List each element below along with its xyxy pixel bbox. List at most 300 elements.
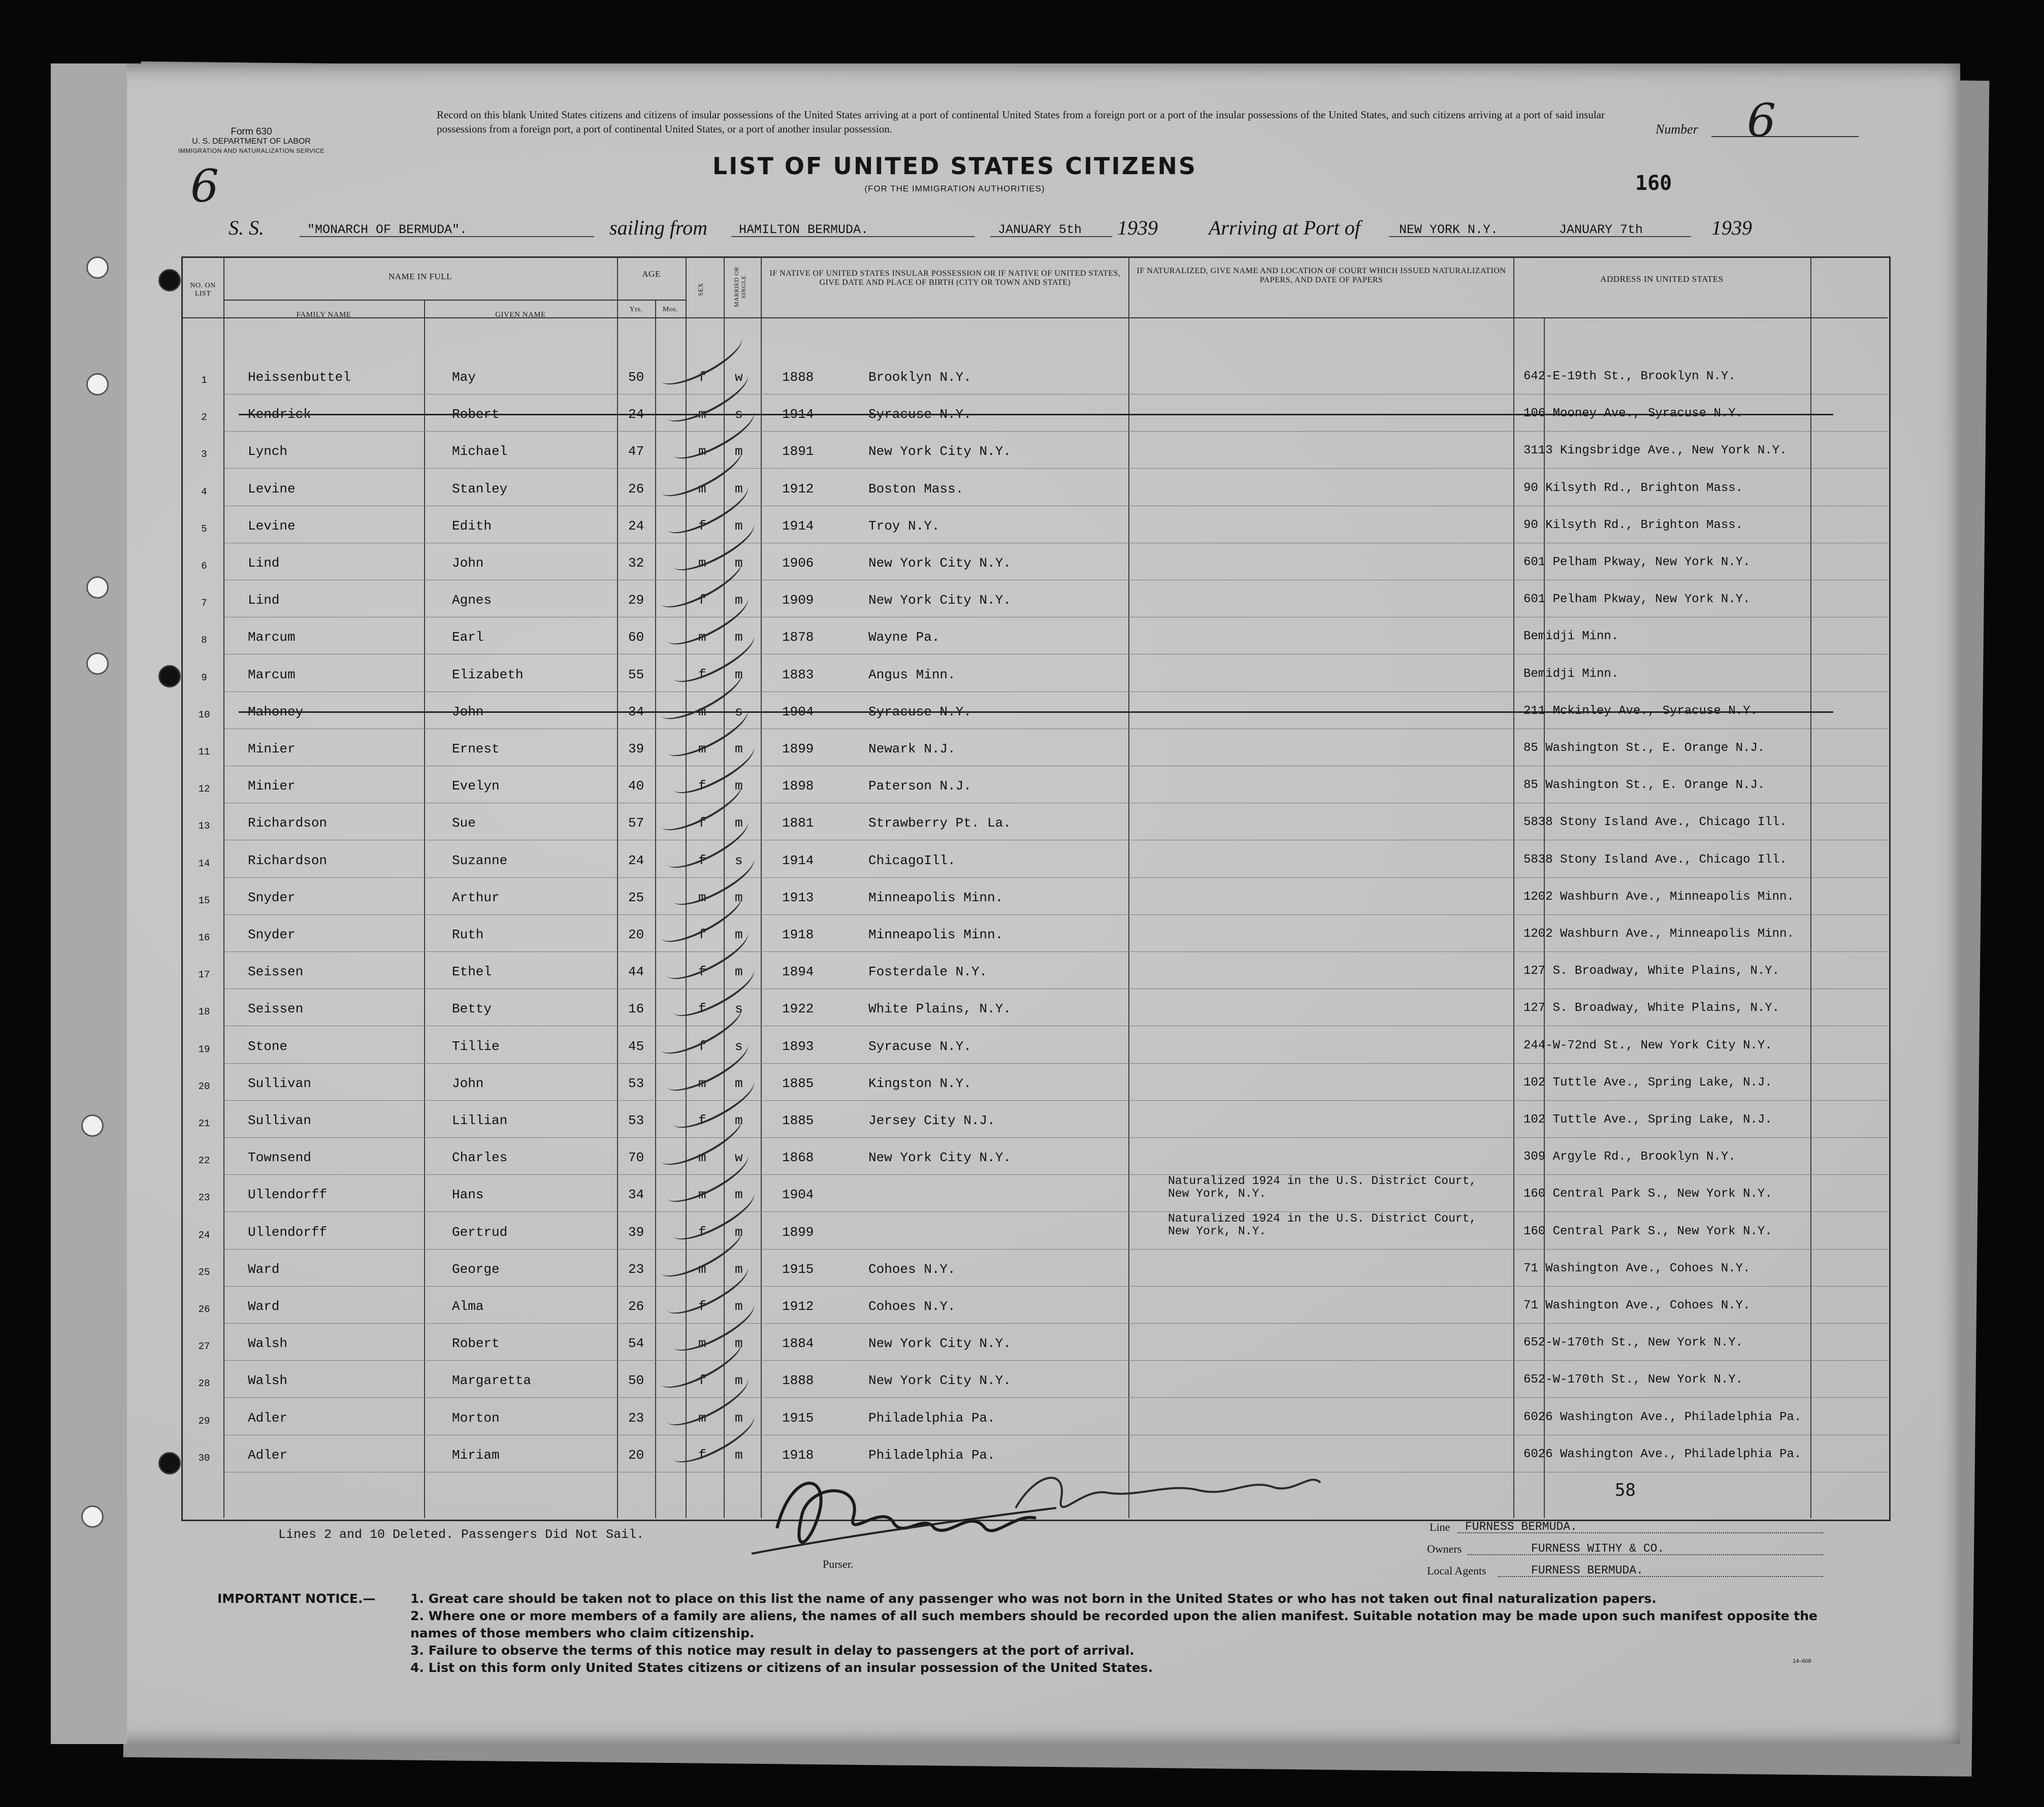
cell-place: Fosterdale N.Y. (868, 964, 988, 980)
cell-place: New York City N.Y. (868, 1336, 1011, 1352)
cell-ms: m (735, 1373, 743, 1389)
cell-place: Cohoes N.Y. (868, 1261, 956, 1277)
header-birth: IF NATIVE OF UNITED STATES INSULAR POSSESSION OR IF NATIVE OF UNITED STATES, GIVE DATE AND PLACE OF BIRTH (CITY OR TOWN AND STATE) (769, 269, 1121, 287)
cell-address: 90 Kilsyth Rd., Brighton Mass. (1523, 518, 1743, 532)
cell-address: 6026 Washington Ave., Philadelphia Pa. (1523, 1410, 1802, 1424)
cell-year: 1914 (782, 852, 814, 868)
cell-ms: m (735, 964, 743, 980)
cell-address: 1202 Washburn Ave., Minneapolis Minn. (1523, 927, 1794, 941)
deletion-note: Lines 2 and 10 Deleted. Passengers Did Not Sail. (278, 1527, 644, 1542)
list-number-handwritten: 6 (1747, 94, 1776, 147)
cell-sex: m (698, 704, 706, 719)
ship-name: "MONARCH OF BERMUDA". (307, 222, 468, 237)
cell-family: Adler (248, 1447, 288, 1463)
cell-age: 50 (628, 370, 644, 385)
cell-place: Angus Minn. (868, 667, 956, 682)
cell-family: Snyder (248, 927, 296, 942)
cell-family: Ward (248, 1299, 280, 1314)
header-rule (223, 300, 617, 301)
punch-hole (86, 373, 109, 396)
page-stamp: 160 (1635, 172, 1672, 195)
inspector-signature (1016, 1478, 1320, 1508)
cell-ms: m (735, 741, 743, 757)
cell-ms: m (735, 890, 743, 905)
row-number: 10 (198, 709, 210, 720)
cell-age: 16 (628, 1001, 644, 1017)
cell-sex: m (698, 1336, 706, 1352)
cell-ms: m (735, 518, 743, 534)
cell-year: 1914 (782, 518, 814, 534)
header-mos: Mos. (662, 306, 678, 313)
cell-place: Minneapolis Minn. (868, 927, 1003, 942)
cell-given: Tillie (452, 1038, 500, 1054)
row-number: 7 (201, 598, 207, 609)
cell-address: 102 Tuttle Ave., Spring Lake, N.J. (1523, 1113, 1772, 1127)
cell-family: Kendrick (248, 407, 311, 422)
row-number: 24 (198, 1229, 210, 1241)
cell-place: Brooklyn N.Y. (868, 370, 971, 385)
cell-given: Ethel (452, 964, 492, 980)
arrival-date-underline (1554, 236, 1691, 237)
arriving-label: Arriving at Port of (1209, 216, 1360, 239)
corner-handwritten-mark: 6 (190, 160, 219, 212)
sailing-label: sailing from (609, 216, 707, 239)
cell-sex: f (698, 1038, 706, 1054)
cell-sex: f (698, 964, 706, 980)
row-number: 15 (198, 895, 210, 906)
cell-given: Charles (452, 1150, 508, 1166)
cell-age: 70 (628, 1150, 644, 1166)
row-rule (223, 1323, 1888, 1324)
row-rule (223, 468, 1888, 469)
row-number: 5 (201, 523, 207, 535)
row-number: 29 (198, 1415, 210, 1427)
row-rule (223, 1211, 1888, 1212)
binding-margin (51, 63, 127, 1744)
cell-age: 24 (628, 407, 644, 422)
cell-given: Edith (452, 518, 492, 534)
header-family-name: FAMILY NAME (296, 311, 351, 319)
cell-family: Walsh (248, 1336, 288, 1352)
cell-place: Paterson N.J. (868, 778, 971, 794)
cell-age: 53 (628, 1113, 644, 1128)
row-rule (223, 951, 1888, 952)
cell-address: 85 Washington St., E. Orange N.J. (1523, 778, 1765, 793)
cell-family: Minier (248, 778, 296, 794)
cell-ms: m (735, 1447, 743, 1463)
cell-given: Ernest (452, 741, 500, 757)
row-number: 20 (198, 1080, 210, 1092)
signature-marks (731, 1452, 1371, 1569)
cell-address: 1202 Washburn Ave., Minneapolis Minn. (1523, 890, 1794, 904)
cell-year: 1881 (782, 815, 814, 831)
cell-sex: m (698, 630, 706, 645)
cell-sex: f (698, 1447, 706, 1463)
cell-address: 85 Washington St., E. Orange N.J. (1523, 741, 1765, 755)
cell-year: 1894 (782, 964, 814, 980)
column-rule (223, 256, 224, 1518)
cell-given: Margaretta (452, 1373, 532, 1389)
cell-address: 3113 Kingsbridge Ave., New York N.Y. (1523, 444, 1787, 458)
cell-age: 26 (628, 481, 644, 497)
cell-ms: m (735, 1224, 743, 1240)
cell-ms: m (735, 1410, 743, 1426)
cell-year: 1914 (782, 407, 814, 422)
header-name-in-full: NAME IN FULL (388, 272, 452, 281)
cell-place: Newark N.J. (868, 741, 956, 757)
cell-sex: f (698, 927, 706, 942)
cell-address: 160 Central Park S., New York N.Y. (1523, 1224, 1772, 1238)
cell-sex: f (698, 1224, 706, 1240)
cell-address: 102 Tuttle Ave., Spring Lake, N.J. (1523, 1075, 1772, 1090)
cell-place: Minneapolis Minn. (868, 890, 1003, 905)
cell-year: 1915 (782, 1261, 814, 1277)
cell-age: 60 (628, 630, 644, 645)
cell-family: Snyder (248, 890, 296, 905)
cell-place: New York City N.Y. (868, 444, 1011, 459)
cell-place: New York City N.Y. (868, 593, 1011, 608)
line-value: FURNESS BERMUDA. (1465, 1520, 1577, 1533)
row-rule (223, 394, 1888, 395)
cell-given: Earl (452, 630, 484, 645)
cell-year: 1918 (782, 927, 814, 942)
row-rule (223, 1286, 1888, 1287)
punch-hole (81, 1114, 104, 1137)
row-number: 17 (198, 969, 210, 981)
cell-address: 127 S. Broadway, White Plains, N.Y. (1523, 1001, 1780, 1015)
row-number: 14 (198, 858, 210, 869)
cell-year: 1899 (782, 1224, 814, 1240)
cell-year: 1878 (782, 630, 814, 645)
agents-value: FURNESS BERMUDA. (1531, 1564, 1643, 1577)
header-address: ADDRESS IN UNITED STATES (1600, 274, 1724, 284)
cell-ms: m (735, 1261, 743, 1277)
cell-address: 127 S. Broadway, White Plains, N.Y. (1523, 964, 1780, 978)
punch-hole (81, 1505, 104, 1528)
cell-year: 1893 (782, 1038, 814, 1054)
cell-given: Robert (452, 1336, 500, 1352)
column-rule (1128, 256, 1129, 1518)
cell-family: Mahoney (248, 704, 304, 719)
cell-place: New York City N.Y. (868, 1373, 1011, 1389)
row-number: 28 (198, 1378, 210, 1390)
cell-age: 47 (628, 444, 644, 459)
column-rule (617, 256, 618, 1518)
cell-given: Alma (452, 1299, 484, 1314)
row-number: 8 (201, 635, 207, 646)
cell-given: Morton (452, 1410, 500, 1426)
cell-ms: m (735, 927, 743, 942)
owners-value: FURNESS WITHY & CO. (1531, 1542, 1665, 1555)
cell-address: 5838 Stony Island Ave., Chicago Ill. (1523, 815, 1787, 830)
cell-address: Bemidji Minn. (1523, 667, 1619, 681)
row-number: 4 (201, 486, 207, 498)
cell-sex: f (698, 778, 706, 794)
cell-year: 1891 (782, 444, 814, 459)
cell-given: Michael (452, 444, 508, 459)
cell-ms: m (735, 481, 743, 497)
cell-sex: f (698, 1001, 706, 1017)
row-number: 1 (201, 375, 207, 386)
cell-age: 34 (628, 1187, 644, 1203)
cell-family: Seissen (248, 1001, 304, 1017)
cell-ms: m (735, 593, 743, 608)
cell-age: 34 (628, 704, 644, 719)
cell-year: 1913 (782, 890, 814, 905)
owners-label: Owners (1427, 1542, 1462, 1555)
column-rule (761, 256, 762, 1518)
page-title: LIST OF UNITED STATES CITIZENS (712, 152, 1197, 180)
form-number-block (170, 127, 333, 156)
form-number: Form 630 (231, 126, 272, 137)
row-number: 16 (198, 932, 210, 943)
departure-date-underline (990, 236, 1112, 237)
cell-sex: m (698, 1150, 706, 1166)
deleted-row-strike (239, 711, 1833, 713)
cell-given: Lillian (452, 1113, 508, 1128)
cell-address: 106 Mooney Ave., Syracuse N.Y. (1523, 407, 1743, 421)
punch-hole (86, 652, 109, 675)
cell-sex: f (698, 1113, 706, 1128)
header-married-single: MARRIED OR SINGLE (733, 267, 747, 308)
cell-place: New York City N.Y. (868, 1150, 1011, 1166)
arrival-port: NEW YORK N.Y. (1399, 222, 1499, 237)
cell-sex: f (698, 518, 706, 534)
cell-age: 24 (628, 518, 644, 534)
cell-ms: w (735, 1150, 743, 1166)
row-number: 25 (198, 1266, 210, 1278)
cell-address: 652-W-170th St., New York N.Y. (1523, 1373, 1743, 1387)
cell-year: 1885 (782, 1075, 814, 1091)
cell-place: Wayne Pa. (868, 630, 940, 645)
cell-sex: m (698, 1261, 706, 1277)
cell-ms: s (735, 1001, 743, 1017)
cell-family: Stone (248, 1038, 288, 1054)
cell-given: Stanley (452, 481, 508, 497)
notice-heading: IMPORTANT NOTICE.— (217, 1591, 376, 1606)
cell-age: 20 (628, 1447, 644, 1463)
cell-age: 57 (628, 815, 644, 831)
cell-family: Sullivan (248, 1075, 311, 1091)
cell-address: 211 Mckinley Ave., Syracuse N.Y. (1523, 704, 1758, 718)
cell-age: 29 (628, 593, 644, 608)
header-rule (617, 300, 686, 301)
row-rule (223, 1100, 1888, 1101)
cell-given: John (452, 555, 484, 571)
cell-family: Marcum (248, 667, 296, 682)
cell-place: New York City N.Y. (868, 555, 1011, 571)
cell-place: Philadelphia Pa. (868, 1447, 995, 1463)
deleted-row-strike (239, 414, 1833, 415)
cell-age: 23 (628, 1261, 644, 1277)
cell-address: 6026 Washington Ave., Philadelphia Pa. (1523, 1447, 1802, 1461)
cell-address: Bemidji Minn. (1523, 630, 1619, 644)
arrival-year: 1939 (1711, 216, 1752, 239)
cell-sex: m (698, 890, 706, 905)
cell-ms: m (735, 1113, 743, 1128)
cell-family: Levine (248, 481, 296, 497)
row-number: 30 (198, 1452, 210, 1464)
cell-year: 1904 (782, 1187, 814, 1203)
cell-address: 90 Kilsyth Rd., Brighton Mass. (1523, 481, 1743, 495)
cell-given: Agnes (452, 593, 492, 608)
cell-sex: m (698, 407, 706, 422)
cell-family: Ullendorff (248, 1224, 328, 1240)
cell-age: 44 (628, 964, 644, 980)
cell-age: 24 (628, 852, 644, 868)
punch-hole (158, 1452, 181, 1474)
departure-underline (731, 236, 975, 237)
punch-hole (158, 269, 181, 291)
cell-place: Philadelphia Pa. (868, 1410, 995, 1426)
row-rule (223, 1360, 1888, 1361)
header-naturalized: IF NATURALIZED, GIVE NAME AND LOCATION OF COURT WHICH ISSUED NATURALIZATION PAPERS, AND DATE OF PAPERS (1137, 267, 1506, 284)
cell-age: 39 (628, 1224, 644, 1240)
cell-given: May (452, 370, 476, 385)
row-rule (223, 1397, 1888, 1398)
cell-year: 1912 (782, 481, 814, 497)
cell-age: 39 (628, 741, 644, 757)
cell-sex: f (698, 1373, 706, 1389)
cell-ms: m (735, 1075, 743, 1091)
page-subtitle: (FOR THE IMMIGRATION AUTHORITIES) (864, 184, 1045, 193)
row-number: 2 (201, 412, 207, 423)
row-number: 19 (198, 1043, 210, 1055)
column-rule (1810, 256, 1811, 1518)
cell-year: 1922 (782, 1001, 814, 1017)
cell-family: Ullendorff (248, 1187, 328, 1203)
cell-family: Lind (248, 593, 280, 608)
notice-item-3: 3. Failure to observe the terms of this notice may result in delay to passengers at the port of arrival. (410, 1643, 1134, 1658)
row-number: 3 (201, 449, 207, 461)
notice-item-2: 2. Where one or more members of a family are aliens, the names of all such members should be recorded upon the alien manifest. Suitable notation may be made upon such manifest opposite the names of those members who claim citizenship. (410, 1608, 1818, 1640)
cell-year: 1906 (782, 555, 814, 571)
cell-ms: w (735, 370, 743, 385)
cell-place: Strawberry Pt. La. (868, 815, 1011, 831)
cell-sex: f (698, 1299, 706, 1314)
cell-sex: f (698, 370, 706, 385)
cell-ms: m (735, 444, 743, 459)
document-code: 14–608 (1793, 1658, 1811, 1664)
row-rule (223, 877, 1888, 878)
cell-age: 54 (628, 1336, 644, 1352)
cell-age: 25 (628, 890, 644, 905)
cell-given: Elizabeth (452, 667, 524, 682)
cell-age: 23 (628, 1410, 644, 1426)
cell-given: Gertrud (452, 1224, 508, 1240)
row-number: 26 (198, 1304, 210, 1315)
cell-family: Lynch (248, 444, 288, 459)
cell-family: Walsh (248, 1373, 288, 1389)
cell-family: Marcum (248, 630, 296, 645)
cell-sex: f (698, 667, 706, 682)
cell-sex: m (698, 555, 706, 571)
cell-given: Ruth (452, 927, 484, 942)
cell-given: Arthur (452, 890, 500, 905)
cell-family: Ward (248, 1261, 280, 1277)
arrival-date: JANUARY 7th (1559, 222, 1643, 237)
cell-sex: m (698, 444, 706, 459)
cell-age: 32 (628, 555, 644, 571)
cell-age: 20 (628, 927, 644, 942)
cell-year: 1885 (782, 1113, 814, 1128)
cell-given: Robert (452, 407, 500, 422)
cell-age: 26 (628, 1299, 644, 1314)
purser-signature (777, 1483, 1036, 1542)
department: U. S. DEPARTMENT OF LABOR (192, 137, 311, 146)
service: IMMIGRATION AND NATURALIZATION SERVICE (178, 147, 325, 154)
cell-sex: m (698, 1410, 706, 1426)
row-rule (223, 1137, 1888, 1138)
cell-age: 50 (628, 1373, 644, 1389)
cell-family: Sullivan (248, 1113, 311, 1128)
punch-hole (86, 256, 109, 279)
cell-year: 1915 (782, 1410, 814, 1426)
cell-family: Heissenbuttel (248, 370, 351, 385)
cell-year: 1868 (782, 1150, 814, 1166)
cell-naturalization: Naturalized 1924 in the U.S. District Court, New York, N.Y. (1168, 1211, 1477, 1238)
cell-ms: m (735, 815, 743, 831)
number-line (1711, 136, 1859, 137)
cell-family: Adler (248, 1410, 288, 1426)
row-number: 18 (198, 1006, 210, 1018)
cell-age: 40 (628, 778, 644, 794)
cell-ms: m (735, 1299, 743, 1314)
cell-address: 652-W-170th St., New York N.Y. (1523, 1336, 1743, 1350)
cell-ms: m (735, 667, 743, 682)
row-number: 22 (198, 1155, 210, 1167)
cell-place: Kingston N.Y. (868, 1075, 971, 1091)
cell-sex: f (698, 852, 706, 868)
row-rule (223, 431, 1888, 432)
departure-port: HAMILTON BERMUDA. (739, 222, 869, 237)
cell-given: John (452, 1075, 484, 1091)
cell-year: 1904 (782, 704, 814, 719)
row-rule (223, 1249, 1888, 1250)
cell-sex: m (698, 481, 706, 497)
cell-place: Troy N.Y. (868, 518, 940, 534)
cell-given: Sue (452, 815, 476, 831)
row-number: 27 (198, 1341, 210, 1353)
ship-underline (300, 236, 594, 237)
purser-label: Purser. (823, 1558, 854, 1570)
line-label: Line (1430, 1521, 1450, 1533)
departure-date: JANUARY 5th (998, 222, 1082, 237)
row-rule (223, 1174, 1888, 1175)
cell-family: Richardson (248, 852, 328, 868)
cell-family: Levine (248, 518, 296, 534)
cell-year: 1909 (782, 593, 814, 608)
cell-sex: m (698, 1187, 706, 1203)
cell-given: George (452, 1261, 500, 1277)
row-number: 6 (201, 561, 207, 572)
header-yrs: Yrs. (629, 306, 643, 313)
cell-place: White Plains, N.Y. (868, 1001, 1011, 1017)
cell-family: Seissen (248, 964, 304, 980)
cell-place: ChicagoIll. (868, 852, 956, 868)
cell-year: 1888 (782, 370, 814, 385)
stamp-number: 58 (1615, 1480, 1636, 1500)
number-label: Number (1656, 122, 1698, 137)
cell-address: 244-W-72nd St., New York City N.Y. (1523, 1038, 1772, 1053)
cell-ms: m (735, 1187, 743, 1203)
cell-given: Miriam (452, 1447, 500, 1463)
cell-address: 642-E-19th St., Brooklyn N.Y. (1523, 370, 1736, 383)
cell-year: 1918 (782, 1447, 814, 1463)
notice-item-1: 1. Great care should be taken not to place on this list the name of any passenger who was not born in the United States or who has not taken out final naturalization papers. (410, 1591, 1657, 1606)
cell-ms: s (735, 1038, 743, 1054)
header-age: AGE (642, 269, 661, 279)
